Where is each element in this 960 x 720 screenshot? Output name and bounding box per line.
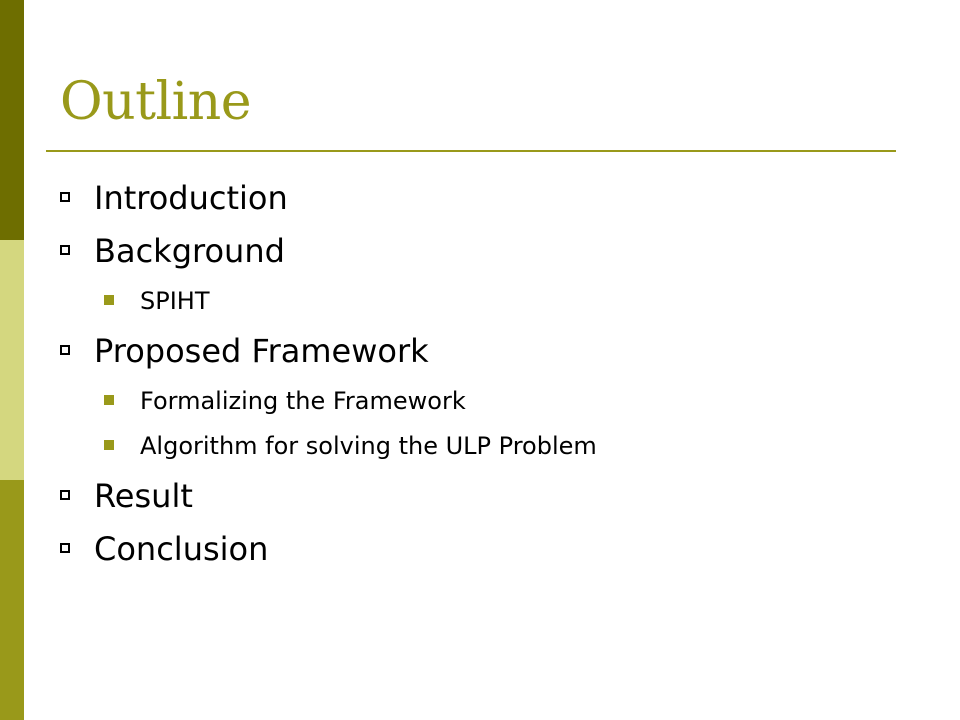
outline-subitem-label: Formalizing the Framework [140,387,466,415]
outline-item-label: Proposed Framework [94,332,429,370]
hollow-square-bullet-icon [60,490,70,500]
hollow-square-bullet-icon [60,192,70,202]
outline-subitem-label: SPIHT [140,287,210,315]
outline-item-label: Introduction [94,179,288,217]
filled-square-bullet-icon [104,440,114,450]
filled-square-bullet-icon [104,395,114,405]
hollow-square-bullet-icon [60,245,70,255]
title-underline [46,150,896,152]
left-accent-bar [0,0,24,720]
filled-square-bullet-icon [104,295,114,305]
accent-bar-bottom [0,480,24,720]
accent-bar-top [0,0,24,240]
hollow-square-bullet-icon [60,543,70,553]
outline-item-label: Conclusion [94,530,269,568]
outline-item-label: Background [94,232,285,270]
accent-bar-middle [0,240,24,480]
outline-item-label: Result [94,477,193,515]
slide-title: Outline [60,72,252,132]
hollow-square-bullet-icon [60,345,70,355]
outline-subitem-label: Algorithm for solving the ULP Problem [140,432,597,460]
